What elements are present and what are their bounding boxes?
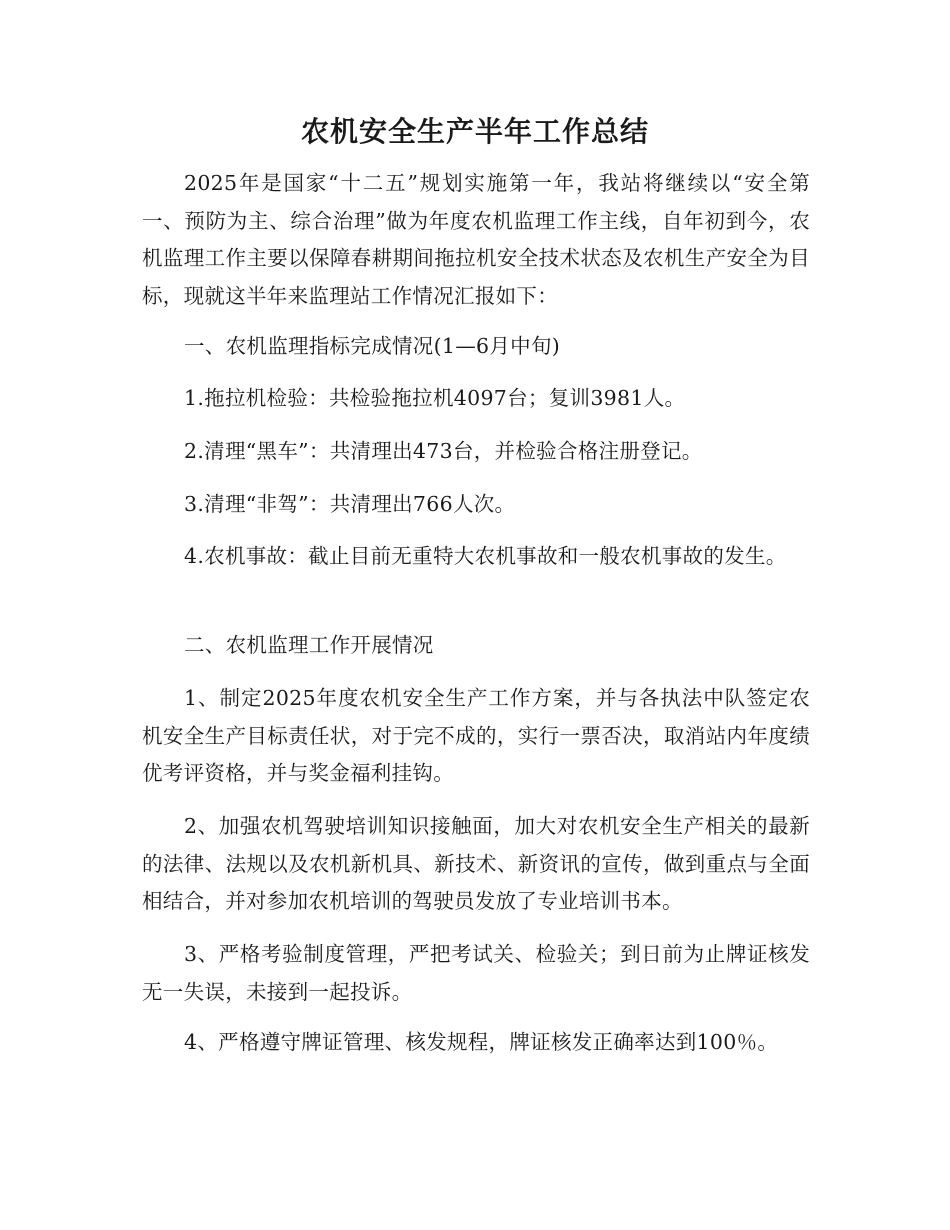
paragraph-exam-management: 3、严格考验制度管理，严把考试关、检验关；到日前为止牌证核发无一失误，未接到一起投诉。 — [142, 942, 810, 1004]
list-item-accidents: 4.农机事故：截止目前无重特大农机事故和一般农机事故的发生。 — [184, 544, 787, 568]
section-heading-2: 二、农机监理工作开展情况 — [184, 633, 434, 657]
paragraph-training: 2、加强农机驾驶培训知识接触面，加大对农机安全生产相关的最新的法律、法规以及农机新机具、新技术、新资讯的宣传，做到重点与全面相结合，并对参加农机培训的驾驶员发放了专业培训书本。 — [142, 814, 810, 913]
paragraph-intro: 2025年是国家“十二五”规划实施第一年，我站将继续以“安全第一、预防为主、综合治理”做为年度农机监理工作主线，自年初到今，农机监理工作主要以保障春耕期间拖拉机安全技术状态及农机生产安全为目标，现就这半年来监理站工作情况汇报如下： — [142, 171, 810, 308]
paragraph-license-issuance: 4、严格遵守牌证管理、核发规程，牌证核发正确率达到100％。 — [184, 1030, 779, 1054]
document-title: 农机安全生产半年工作总结 — [300, 115, 649, 148]
paragraph-work-plan: 1、制定2025年度农机安全生产工作方案，并与各执法中队签定农机安全生产目标责任状，对于完不成的，实行一票否决，取消站内年度绩优考评资格，并与奖金福利挂钩。 — [142, 686, 810, 785]
section-heading-1: 一、农机监理指标完成情况(1—6月中旬) — [184, 334, 561, 358]
list-item-tractor-inspection: 1.拖拉机检验：共检验拖拉机4097台；复训3981人。 — [184, 386, 686, 410]
list-item-unlicensed-drivers: 3.清理“非驾”：共清理出766人次。 — [184, 492, 516, 516]
list-item-black-vehicles: 2.清理“黑车”：共清理出473台，并检验合格注册登记。 — [184, 439, 703, 463]
